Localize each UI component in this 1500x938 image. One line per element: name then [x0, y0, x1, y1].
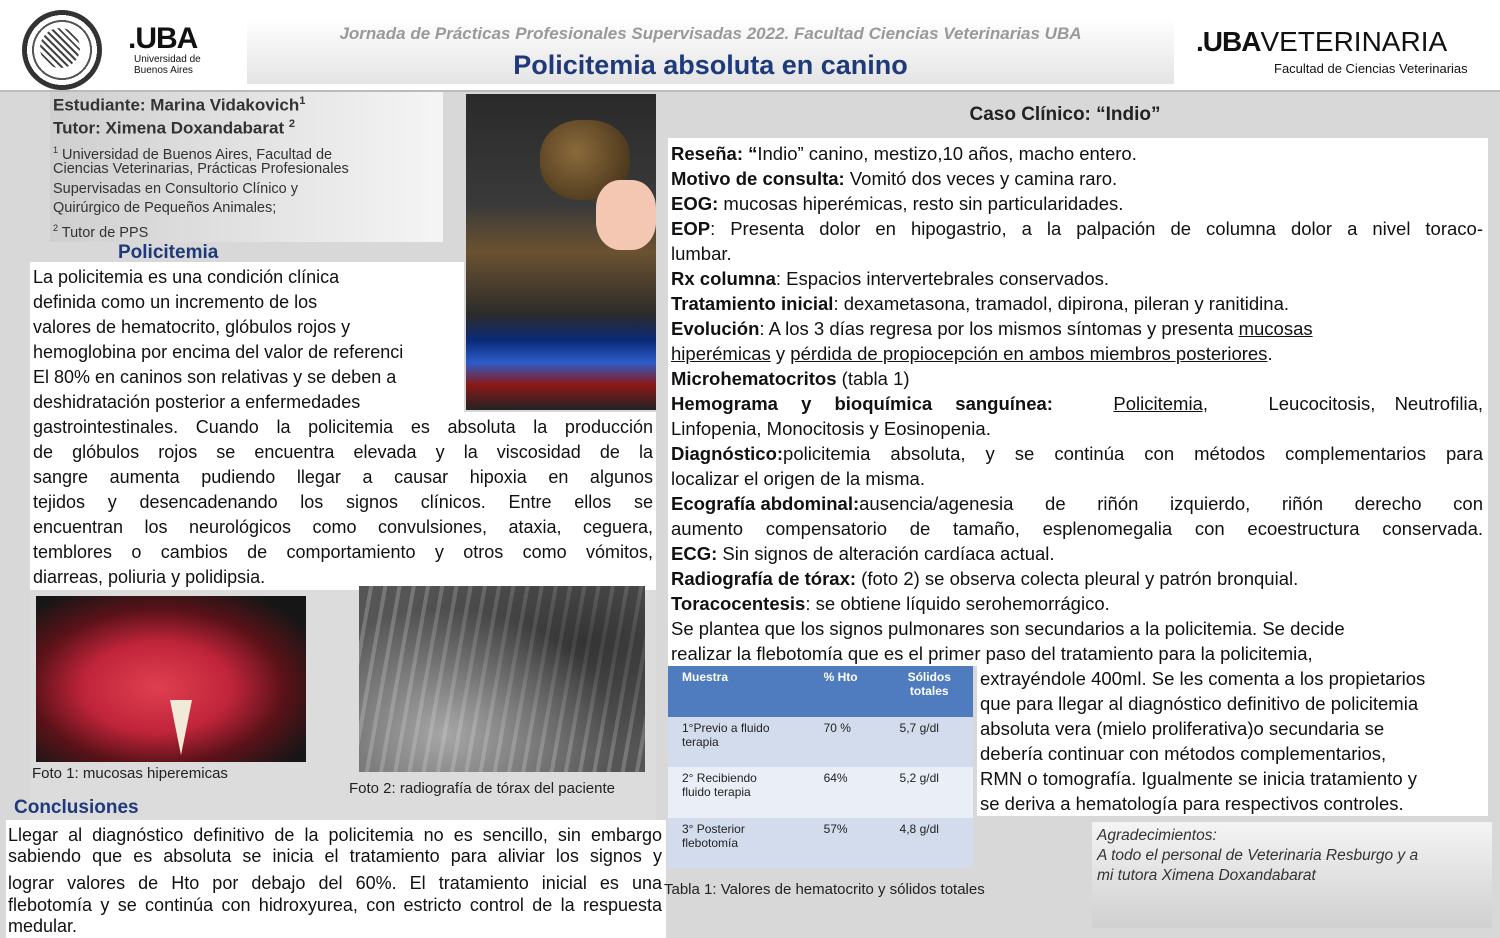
intro-line: deshidratación posterior a enfermedades [33, 392, 361, 412]
table-cell-muestra: 2° Recibiendo fluido terapia [668, 767, 810, 818]
case-plan-line: realizar la flebotomía que es el primer paso del tratamiento para la policitemia, [671, 643, 1313, 664]
table-row [668, 717, 973, 768]
table-header-hto: % Hto [810, 666, 886, 717]
intro-line: diarreas, poliuria y polidipsia. [33, 567, 266, 587]
case-radiografia: Radiografía de tórax: (foto 2) se observa colecta pleural y patrón bronquial. [671, 568, 1299, 589]
case-title: Caso Clínico: “Indio” [969, 104, 1161, 125]
case-ecografia-cont: aumento compensatorio de tamaño, esplenomegalia con ecoestructura conservada. [671, 518, 1483, 539]
vet-logo-uba: .UBA [1196, 26, 1261, 57]
thanks-heading: Agradecimientos: [1097, 827, 1217, 844]
case-plan-line: debería continuar con métodos complementarios, [980, 743, 1387, 764]
case-diagnostico-cont: localizar el origen de la misma. [671, 468, 925, 489]
case-eop: EOP : Presenta dolor en hipogastrio, a la palpación de columna dolor a nivel toraco- [671, 218, 1483, 239]
table-cell-hto: 57% [810, 818, 886, 869]
photo2-caption: Foto 2: radiografía de tórax del paciente [349, 780, 616, 797]
intro-line: de glóbulos rojos se encuentra elevada y la viscosidad de la [33, 442, 653, 462]
case-hemograma: Hemograma y bioquímica sanguínea: Policitemia, Leucocitosis, Neutrofilia, [671, 393, 1483, 414]
table-header-solidos: Sólidos totales [886, 666, 973, 717]
thanks-line: A todo el personal de Veterinaria Resburgo y a [1097, 847, 1419, 864]
case-diagnostico: Diagnóstico: policitemia absoluta, y se continúa con métodos complementarios para [671, 443, 1483, 464]
intro-line: temblores o cambios de comportamiento y otros como vómitos, [33, 542, 653, 562]
table-header-row [668, 666, 973, 717]
conclusion-line: medular. [8, 916, 78, 936]
case-eop-cont: lumbar. [671, 243, 732, 264]
tutor-name: Tutor: Ximena Doxandabarat $^2$ [53, 118, 295, 138]
intro-line: hemoglobina por encima del valor de referenci [33, 342, 404, 362]
intro-line: gastrointestinales. Cuando la policitemia es absoluta la producción [33, 417, 653, 437]
case-micro: Microhematocritos (tabla 1) [671, 368, 910, 389]
uba-logo-sub1: Universidad de [134, 54, 201, 65]
xray-overlay [359, 586, 645, 772]
mucosa-photo [36, 596, 306, 762]
uba-logo-sub2: Buenos Aires [134, 65, 193, 76]
affiliation-1-line4: Quirúrgico de Pequeños Animales; [53, 200, 277, 216]
affiliation-2: $^2$ Tutor de PPS [53, 223, 149, 241]
poster-title: Policitemia absoluta en canino [513, 50, 908, 80]
table-caption: Tabla 1: Valores de hematocrito y sólidos totales [664, 881, 985, 898]
intro-line: valores de hematocrito, glóbulos rojos y [33, 317, 351, 337]
case-tratamiento: Tratamiento inicial: dexametasona, tramadol, dipirona, pileran y ranitidina. [671, 293, 1289, 314]
vet-logo-word: VETERINARIA [1260, 26, 1448, 57]
case-ecografia: Ecografía abdominal: ausencia/agenesia de riñón izquierdo, riñón derecho con [671, 493, 1483, 514]
hematocrit-table [668, 666, 973, 868]
seal-emblem [40, 28, 80, 68]
table-cell-hto: 70 % [810, 717, 886, 768]
intro-line: encuentran los neurológicos como convulsiones, ataxia, ceguera, [33, 517, 653, 537]
thanks-line: mi tutora Ximena Doxandabarat [1097, 867, 1316, 884]
conclusions-heading: Conclusiones [14, 797, 139, 818]
case-resena: Reseña: “Indio” canino, mestizo,10 años, macho entero. [671, 143, 1137, 164]
case-toracocentesis: Toracocentesis: se obtiene líquido serohemorrágico. [671, 593, 1110, 614]
case-evolucion: Evolución: A los 3 días regresa por los mismos síntomas y presenta mucosas [671, 318, 1313, 339]
table-cell-solidos: 5,7 g/dl [886, 717, 973, 768]
conclusion-line: lograr valores de Hto por debajo del 60%. El tratamiento inicial es una [8, 873, 662, 893]
affiliation-1-line2: Ciencias Veterinarias, Prácticas Profesionales [53, 161, 349, 177]
case-plan-line: Se plantea que los signos pulmonares son secundarios a la policitemia. Se decide [671, 618, 1345, 639]
student-name: Estudiante: Marina Vidakovich$^1$ [53, 95, 306, 115]
conclusion-line: Llegar al diagnóstico definitivo de la policitemia no es sencillo, sin embargo [8, 825, 662, 845]
conference-name: Jornada de Prácticas Profesionales Supervisadas 2022. Facultad Ciencias Veterinarias UBA [339, 24, 1082, 43]
conclusion-line: flebotomía y se continúa con hidroxyurea, con estricto control de la respuesta [8, 895, 662, 915]
intro-line: tejidos y desencadenando los signos clínicos. Entre ellos se [33, 492, 653, 512]
table-cell-hto: 64% [810, 767, 886, 818]
conclusion-line: sabiendo que es absoluta se inicia el tratamiento para aliviar los signos y [8, 846, 662, 866]
table-row [668, 767, 973, 818]
photo1-caption: Foto 1: mucosas hiperemicas [32, 765, 228, 782]
case-plan-line: RMN o tomografía. Igualmente se inicia tratamiento y [980, 768, 1417, 789]
intro-line: definida como un incremento de los [33, 292, 318, 312]
case-motivo: Motivo de consulta: Vomitó dos veces y camina raro. [671, 168, 1118, 189]
case-plan-line: que para llegar al diagnóstico definitivo de policitemia [980, 693, 1419, 714]
table-cell-solidos: 4,8 g/dl [886, 818, 973, 869]
case-plan-line: absoluta vera (mielo proliferativa)o secundaria se [980, 718, 1385, 739]
table-header-muestra: Muestra [668, 666, 810, 717]
table-row [668, 818, 973, 869]
table-cell-muestra: 1°Previo a fluido terapia [668, 717, 810, 768]
case-rx: Rx columna: Espacios intervertebrales conservados. [671, 268, 1110, 289]
case-eog: EOG: mucosas hiperémicas, resto sin particularidades. [671, 193, 1124, 214]
intro-line: sangre aumenta pudiendo llegar a causar hipoxia en algunos [33, 467, 653, 487]
vet-logo-sub: Facultad de Ciencias Veterinarias [1274, 61, 1468, 76]
case-ecg: ECG: Sin signos de alteración cardíaca actual. [671, 543, 1055, 564]
intro-heading: Policitemia [118, 242, 219, 263]
intro-line: El 80% en caninos son relativas y se deben a [33, 367, 397, 387]
case-evolucion-cont: hiperémicas y pérdida de propiocepción en ambos miembros posteriores. [671, 343, 1273, 364]
intro-line: La policitemia es una condición clínica [33, 267, 340, 287]
case-plan-line: extrayéndole 400ml. Se les comenta a los propietarios [980, 668, 1426, 689]
hand-shape [596, 180, 656, 250]
table-cell-solidos: 5,2 g/dl [886, 767, 973, 818]
case-plan-line: se deriva a hematología para respectivos controles. [980, 793, 1404, 814]
affiliation-1: $^1$ Universidad de Buenos Aires, Facultad de [53, 145, 333, 163]
table-cell-muestra: 3° Posterior flebotomía [668, 818, 810, 869]
uba-logo: .UBA [128, 22, 198, 55]
vet-logo [1196, 26, 1447, 58]
affiliation-1-line3: Supervisadas en Consultorio Clínico y [53, 181, 299, 197]
case-hemograma-cont: Linfopenia, Monocitosis y Eosinopenia. [671, 418, 991, 439]
